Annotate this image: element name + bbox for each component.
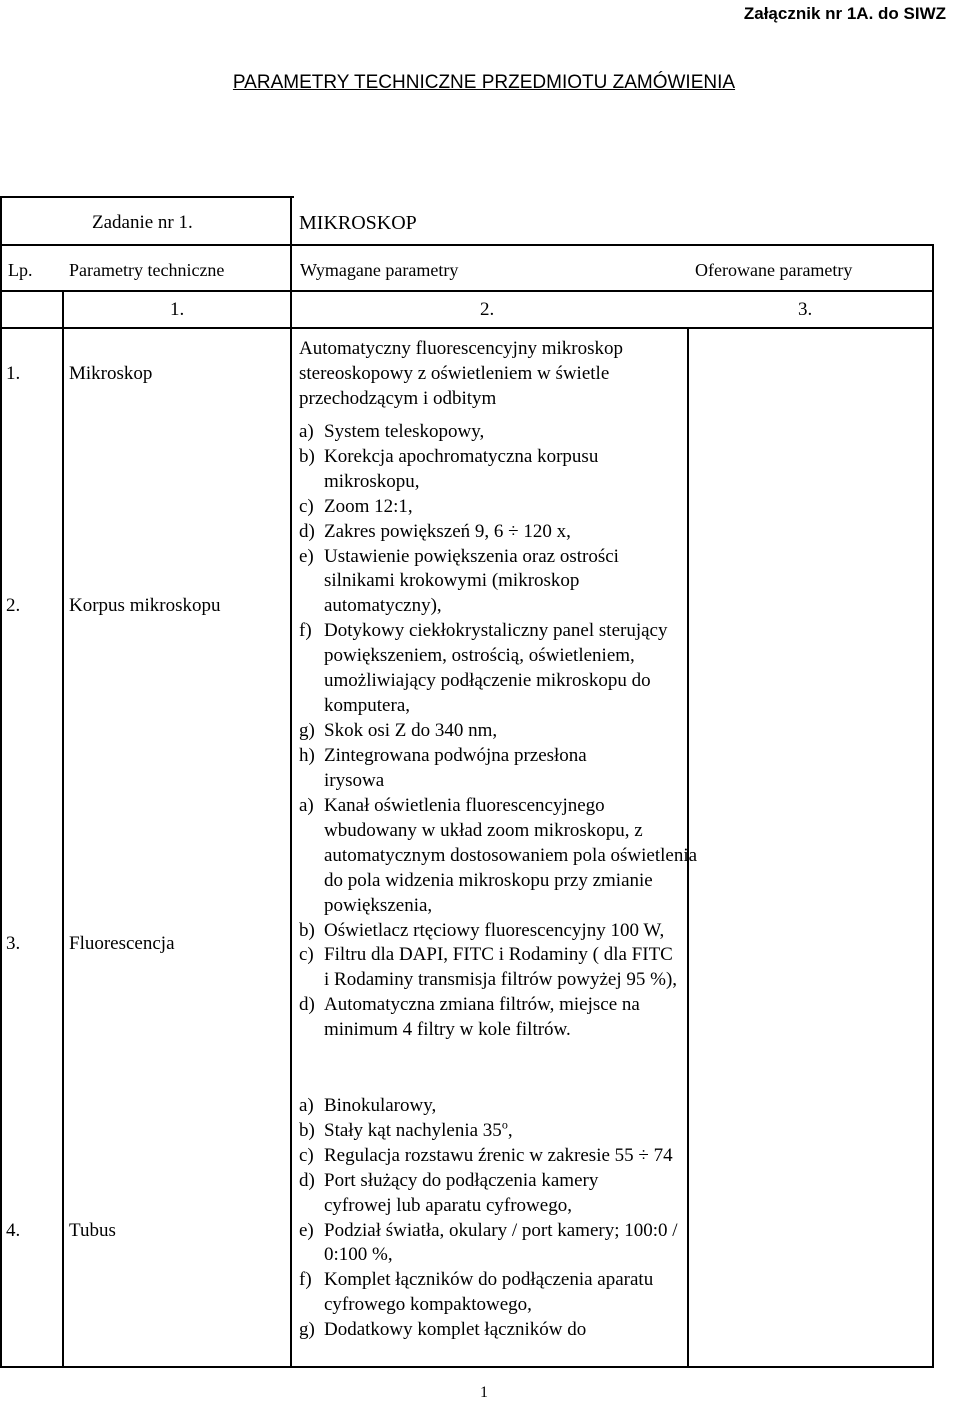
requirement-item: g) Skok osi Z do 340 nm, — [299, 719, 498, 741]
header-required: Wymagane parametry — [300, 260, 459, 280]
annex-label: Załącznik nr 1A. do SIWZ — [743, 4, 946, 23]
table-rule — [0, 244, 934, 246]
requirement-item: b) Stały kąt nachylenia 35$^o$, — [299, 1117, 513, 1141]
row-lp: 2. — [6, 595, 21, 616]
row-name: Fluorescencja — [69, 933, 175, 954]
row-name: Mikroskop — [69, 363, 153, 384]
row-requirements — [299, 794, 698, 1043]
row-name: Tubus — [69, 1220, 116, 1241]
row-requirements — [299, 420, 683, 794]
column-number: 2. — [480, 299, 495, 320]
requirement-item: h) Zintegrowana podwójna przesłona irysowa — [299, 744, 587, 791]
header-offered: Oferowane parametry — [695, 260, 853, 280]
requirement-item: c) Zoom 12:1, — [299, 495, 413, 517]
requirement-item: e) Ustawienie powiększenia oraz ostrości silnikami krokowymi (mikroskop automatyczny), — [299, 545, 619, 617]
row-lp: 3. — [6, 933, 21, 954]
requirement-text: Automatyczny fluorescencyjny mikroskop stereoskopowy z oświetleniem w świetle przechodzącym i odbitym — [299, 338, 623, 409]
table-rule — [0, 196, 292, 198]
requirement-item: f) Dotykowy ciekłokrystaliczny panel sterujący powiększeniem, ostrością, oświetleniem, umożliwiający podłączenie mikroskopu do komputera, — [299, 620, 668, 716]
table-rule — [0, 196, 2, 1368]
task-name: MIKROSKOP — [299, 212, 417, 234]
requirement-item: b) Oświetlacz rtęciowy fluorescencyjny 100 W, — [299, 919, 665, 941]
requirement-item: c) Regulacja rozstawu źrenic w zakresie 55 ÷ 74 — [299, 1144, 673, 1166]
header-params: Parametry techniczne — [69, 260, 225, 280]
table-rule — [0, 327, 934, 329]
requirement-item: a) System teleskopowy, — [299, 421, 485, 442]
row-lp: 1. — [6, 363, 21, 384]
table-rule — [62, 290, 64, 1368]
document-title: PARAMETRY TECHNICZNE PRZEDMIOTU ZAMÓWIENIA — [232, 72, 736, 93]
table-rule — [0, 290, 934, 292]
requirement-item: b) Korekcja apochromatyczna korpusu mikroskopu, — [299, 445, 599, 492]
row-requirements — [299, 1094, 683, 1343]
table-rule — [0, 1366, 934, 1368]
table-rule — [932, 244, 934, 1368]
requirement-item: a) Binokularowy, — [299, 1095, 437, 1116]
column-number: 1. — [170, 299, 185, 320]
page-number: 1 — [480, 1384, 488, 1401]
table-rule — [290, 196, 292, 1368]
requirement-item: f) Komplet łączników do podłączenia aparatu cyfrowego kompaktowego, — [299, 1269, 654, 1316]
degree-superscript: o — [501, 1117, 508, 1132]
requirement-item: d) Automatyczna zmiana filtrów, miejsce na minimum 4 filtry w kole filtrów. — [299, 994, 640, 1041]
task-label: Zadanie nr 1. — [92, 212, 193, 233]
requirement-item: e) Podział światła, okulary / port kamery; 100:0 / 0:100 %, — [299, 1219, 678, 1266]
requirement-item: c) Filtru dla DAPI, FITC i Rodaminy ( dla FITC i Rodaminy transmisja filtrów powyżej 95 %), — [299, 944, 678, 991]
requirement-item: g) Dodatkowy komplet łączników do — [299, 1319, 587, 1341]
requirement-item: d) Zakres powiększeń 9, 6 ÷ 120 x, — [299, 520, 571, 542]
column-number: 3. — [798, 299, 813, 320]
row-name: Korpus mikroskopu — [69, 595, 221, 616]
header-lp: Lp. — [8, 260, 33, 280]
requirement-item: d) Port służący do podłączenia kamery cyfrowej lub aparatu cyfrowego, — [299, 1169, 599, 1216]
row-requirements — [299, 337, 683, 412]
row-lp: 4. — [6, 1220, 21, 1241]
requirement-item: a) Kanał oświetlenia fluorescencyjnego wbudowany w układ zoom mikroskopu, z automatycznym dostosowaniem pola oświetlenia do pola widzenia mikroskopu przy zmianie powiększenia, — [299, 795, 698, 916]
